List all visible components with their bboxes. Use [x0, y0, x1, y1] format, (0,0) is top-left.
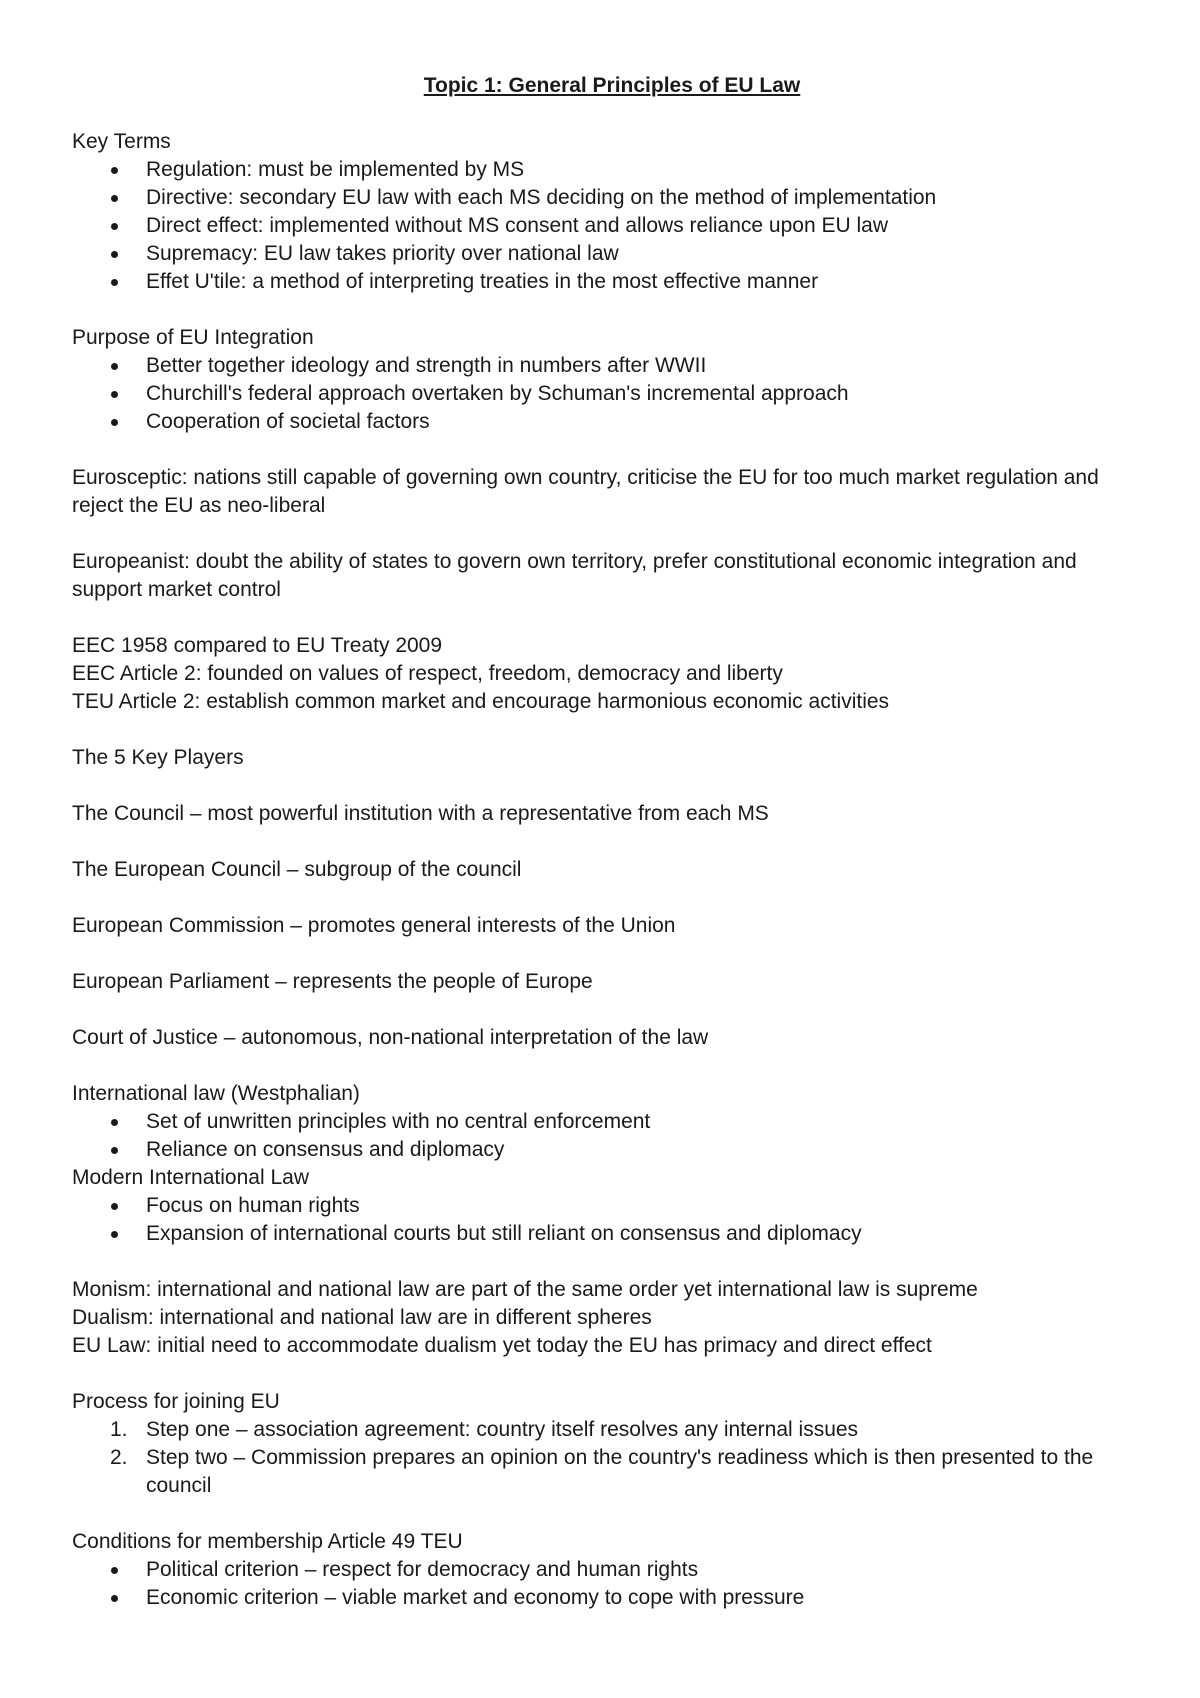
list-item: Churchill's federal approach overtaken by Schuman's incremental approach: [72, 380, 1152, 408]
player-court: Court of Justice – autonomous, non-national interpretation of the law: [72, 1026, 709, 1049]
list-item: Focus on human rights: [72, 1192, 1152, 1220]
step-number: 1.: [110, 1418, 128, 1441]
list-item: Regulation: must be implemented by MS: [72, 156, 1152, 184]
step-text: Step two – Commission prepares an opinion on the country's readiness which is then presented to the council: [146, 1446, 1094, 1497]
treaty-line: EEC 1958 compared to EU Treaty 2009: [72, 634, 443, 657]
modern-law-heading: Modern International Law: [72, 1166, 309, 1189]
list-item: Supremacy: EU law takes priority over national law: [72, 240, 1152, 268]
spacer: [72, 1360, 1152, 1388]
list-item: Set of unwritten principles with no central enforcement: [72, 1108, 1152, 1136]
player-parliament: European Parliament – represents the people of Europe: [72, 970, 593, 993]
theory-line: Dualism: international and national law are in different spheres: [72, 1306, 652, 1329]
spacer: [72, 940, 1152, 968]
spacer: [72, 996, 1152, 1024]
list-item: Reliance on consensus and diplomacy: [72, 1136, 1152, 1164]
list-item: Effet U'tile: a method of interpreting treaties in the most effective manner: [72, 268, 1152, 296]
list-item: Cooperation of societal factors: [72, 408, 1152, 436]
list-item: Direct effect: implemented without MS consent and allows reliance upon EU law: [72, 212, 1152, 240]
spacer: [72, 772, 1152, 800]
purpose-heading: Purpose of EU Integration: [72, 326, 314, 349]
intl-law-heading: International law (Westphalian): [72, 1082, 360, 1105]
list-item: Economic criterion – viable market and economy to cope with pressure: [72, 1584, 1152, 1612]
treaty-line: TEU Article 2: establish common market and encourage harmonious economic activities: [72, 690, 890, 713]
treaty-line: EEC Article 2: founded on values of respect, freedom, democracy and liberty: [72, 662, 783, 685]
membership-list: [72, 1556, 1152, 1612]
spacer: [72, 716, 1152, 744]
theory-line: EU Law: initial need to accommodate dualism yet today the EU has primacy and direct effect: [72, 1334, 932, 1357]
list-item: Expansion of international courts but still reliant on consensus and diplomacy: [72, 1220, 1152, 1248]
joining-steps-list: [72, 1416, 1152, 1500]
intl-law-list: [72, 1108, 1152, 1164]
player-european-council: The European Council – subgroup of the council: [72, 858, 522, 881]
list-item: [72, 1416, 1152, 1444]
spacer: [72, 1500, 1152, 1528]
page-title: Topic 1: General Principles of EU Law: [423, 74, 801, 97]
europeanist-paragraph: Europeanist: doubt the ability of states to govern own territory, prefer constitutional economic integration and support market control: [72, 550, 1077, 601]
players-heading: The 5 Key Players: [72, 746, 244, 769]
spacer: [72, 884, 1152, 912]
list-item: [72, 1444, 1152, 1500]
modern-law-list: [72, 1192, 1152, 1248]
key-terms-list: [72, 156, 1152, 296]
player-commission: European Commission – promotes general interests of the Union: [72, 914, 676, 937]
membership-heading: Conditions for membership Article 49 TEU: [72, 1530, 463, 1553]
spacer: [72, 296, 1152, 324]
spacer: [72, 436, 1152, 464]
joining-heading: Process for joining EU: [72, 1390, 280, 1413]
spacer: [72, 604, 1152, 632]
list-item: Better together ideology and strength in numbers after WWII: [72, 352, 1152, 380]
theory-line: Monism: international and national law are part of the same order yet international law is supreme: [72, 1278, 978, 1301]
spacer: [72, 1052, 1152, 1080]
key-terms-heading: Key Terms: [72, 130, 171, 153]
purpose-list: [72, 352, 1152, 436]
step-number: 2.: [110, 1446, 128, 1469]
spacer: [72, 828, 1152, 856]
document-body: [72, 72, 1152, 1612]
eurosceptic-paragraph: Eurosceptic: nations still capable of governing own country, criticise the EU for too much market regulation and reject the EU as neo-liberal: [72, 466, 1099, 517]
spacer: [72, 520, 1152, 548]
list-item: Political criterion – respect for democracy and human rights: [72, 1556, 1152, 1584]
list-item: Directive: secondary EU law with each MS deciding on the method of implementation: [72, 184, 1152, 212]
spacer: [72, 1248, 1152, 1276]
step-text: Step one – association agreement: country itself resolves any internal issues: [146, 1418, 859, 1441]
player-council: The Council – most powerful institution with a representative from each MS: [72, 802, 769, 825]
